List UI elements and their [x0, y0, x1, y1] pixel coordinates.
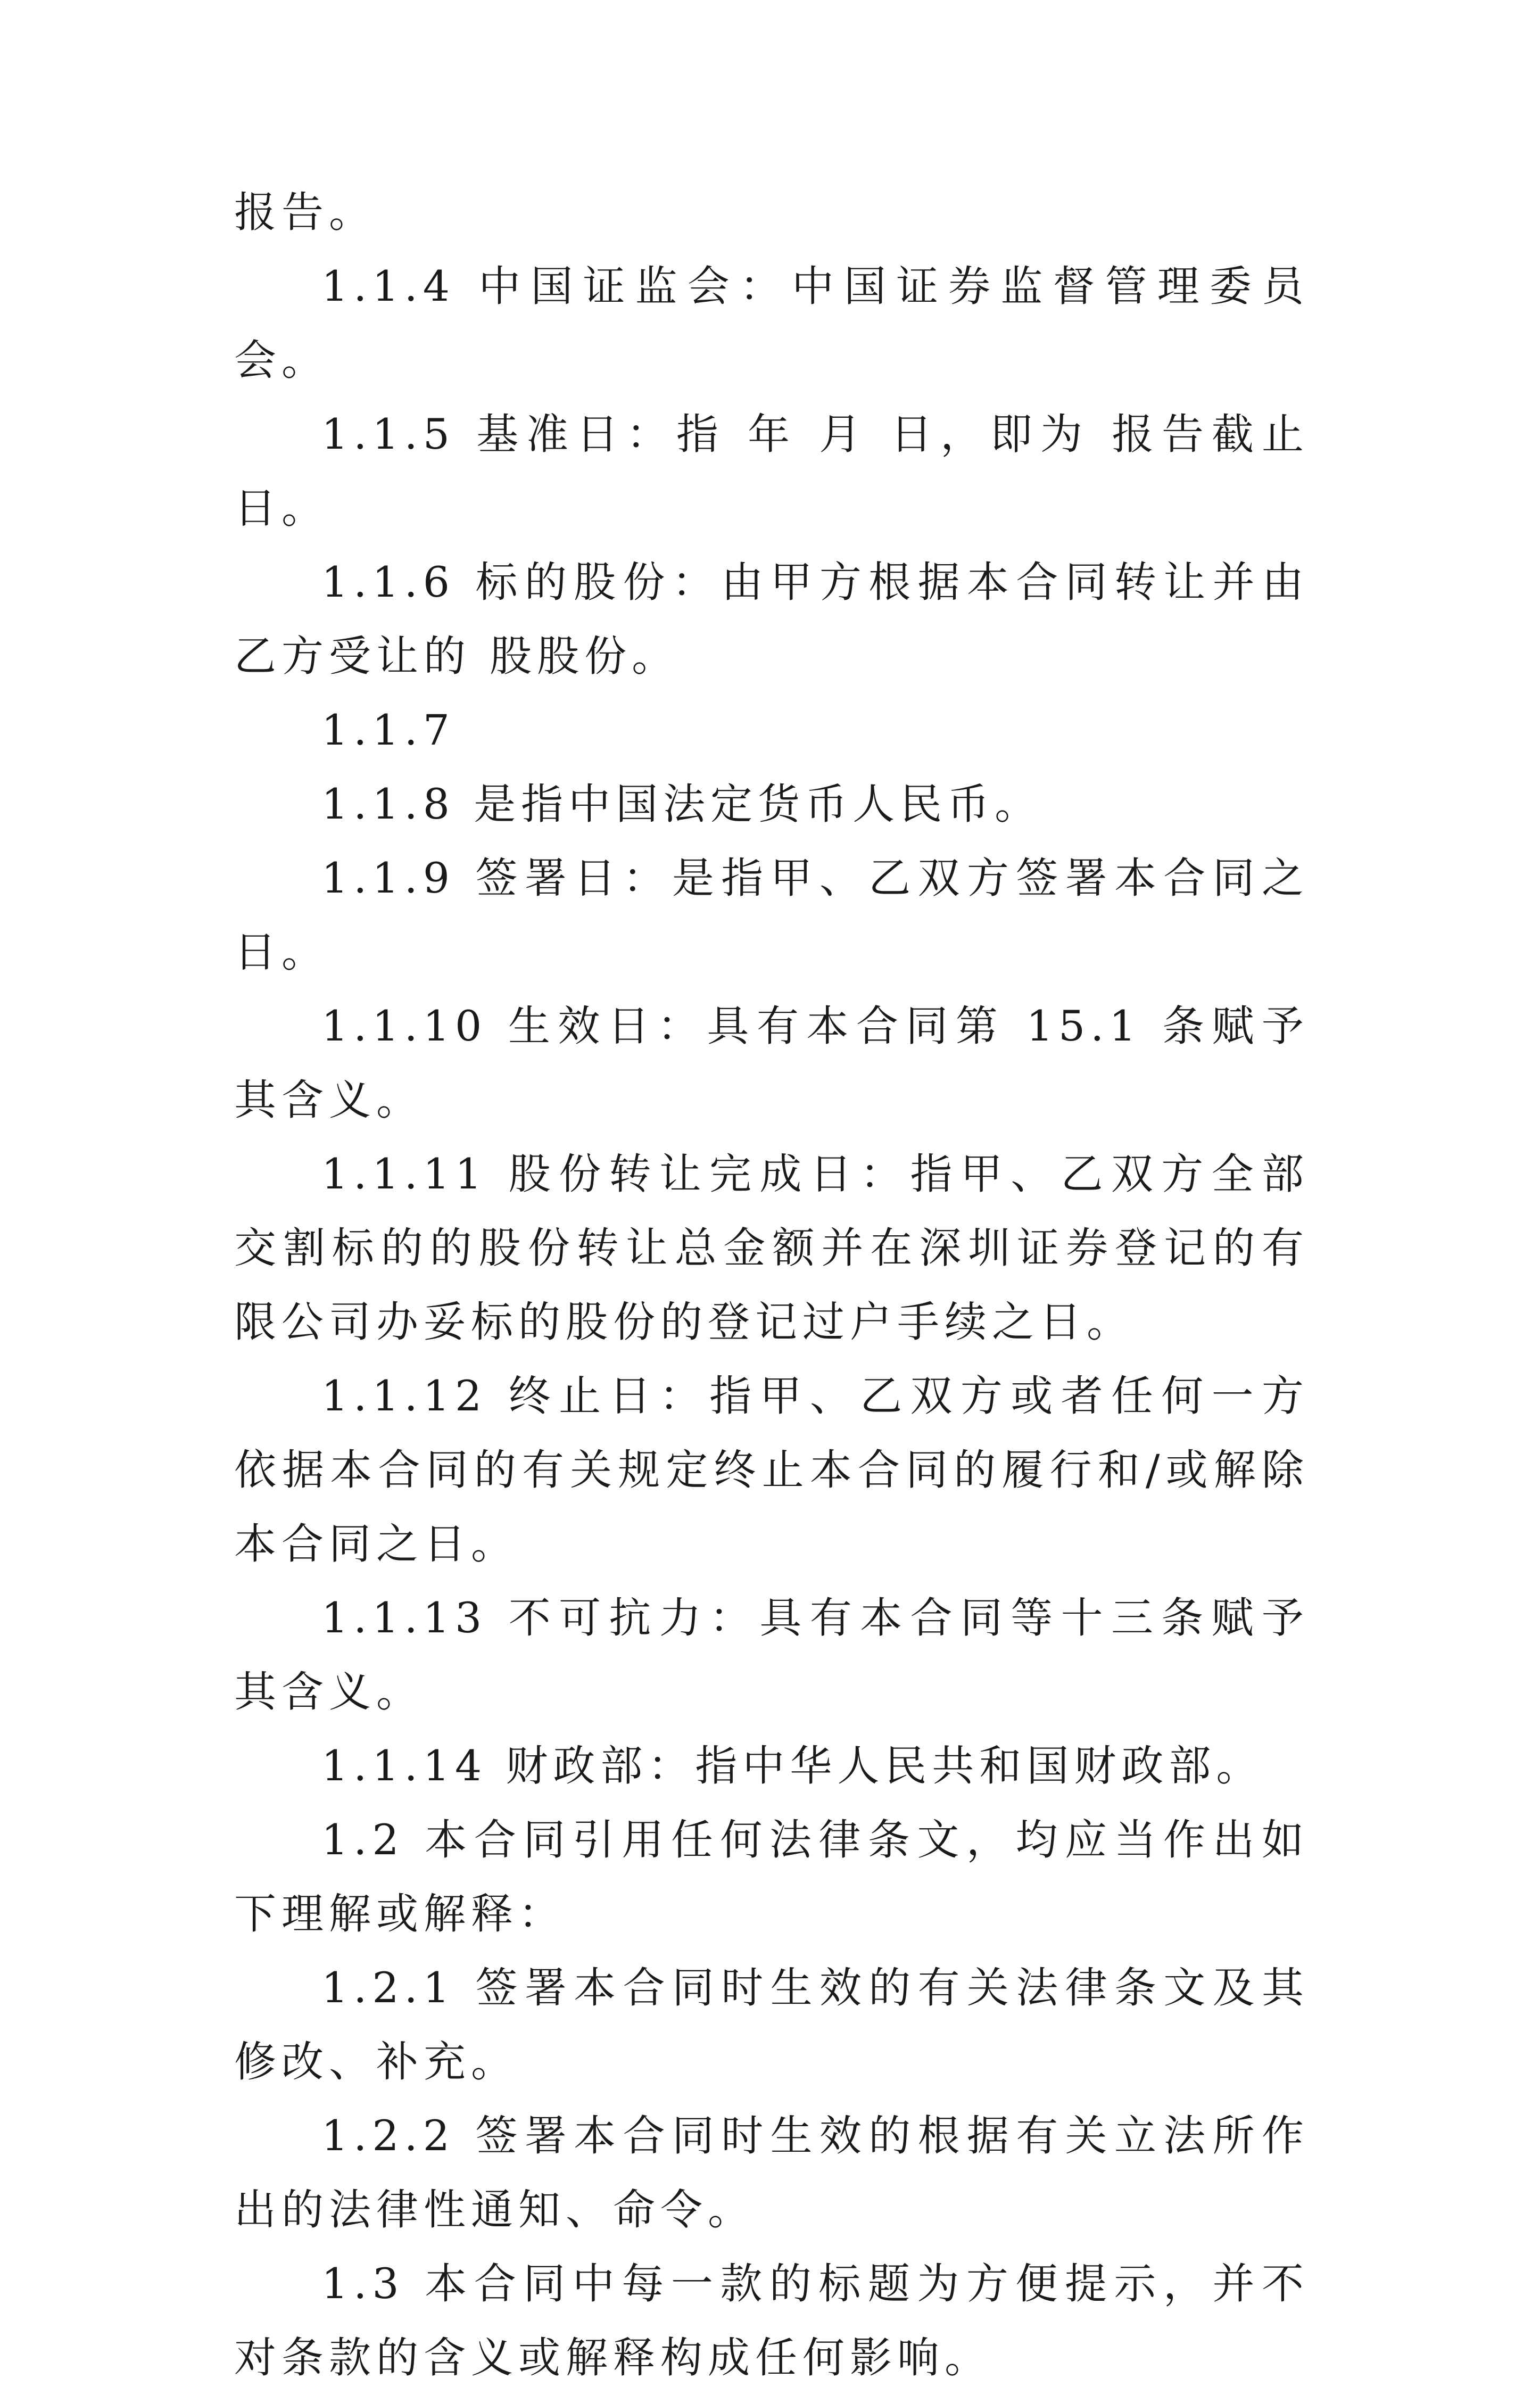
- clause-1-1-5: 1.1.5 基准日：指 年 月 日，即为 报告截止日。: [234, 410, 1309, 533]
- clause-1-2-1: 1.2.1 签署本合同时生效的有关法律条文及其修改、补充。: [234, 1963, 1309, 2086]
- clause-1-1-7: 1.1.7: [321, 706, 456, 755]
- clause-1-1-6: 1.1.6 标的股份：由甲方根据本合同转让并由乙方受让的 股股份。: [234, 558, 1309, 681]
- clause-1-1-10: 1.1.10 生效日：具有本合同第 15.1 条赋予其含义。: [234, 1002, 1309, 1125]
- clause-1-1-11: 1.1.11 股份转让完成日：指甲、乙双方全部交割标的的股份转让总金额并在深圳证券登记的有限公司办妥标的股份的登记过户手续之日。: [234, 1150, 1309, 1347]
- clause-1-1-8: 1.1.8 是指中国法定货币人民币。: [321, 780, 1042, 829]
- clause-1-1-4: 1.1.4 中国证监会：中国证券监督管理委员会。: [234, 262, 1309, 385]
- document-body: [234, 176, 1309, 2395]
- clause-1-3: 1.3 本合同中每一款的标题为方便提示，并不对条款的含义或解释构成任何影响。: [234, 2259, 1309, 2382]
- clause-1-1-14: 1.1.14 财政部：指中华人民共和国财政部。: [321, 1741, 1264, 1790]
- clause-1-1-9: 1.1.9 签署日：是指甲、乙双方签署本合同之日。: [234, 854, 1309, 977]
- clause-1-1-12: 1.1.12 终止日：指甲、乙双方或者任何一方依据本合同的有关规定终止本合同的履行和/或解除本合同之日。: [234, 1372, 1309, 1568]
- clause-1-1-13: 1.1.13 不可抗力：具有本合同等十三条赋予其含义。: [234, 1593, 1309, 1716]
- paragraph-continuation: 报告。: [234, 188, 376, 237]
- clause-1-2: 1.2 本合同引用任何法律条文，均应当作出如下理解或解释：: [234, 1815, 1309, 1938]
- clause-1-2-2: 1.2.2 签署本合同时生效的根据有关立法所作出的法律性通知、命令。: [234, 2111, 1309, 2234]
